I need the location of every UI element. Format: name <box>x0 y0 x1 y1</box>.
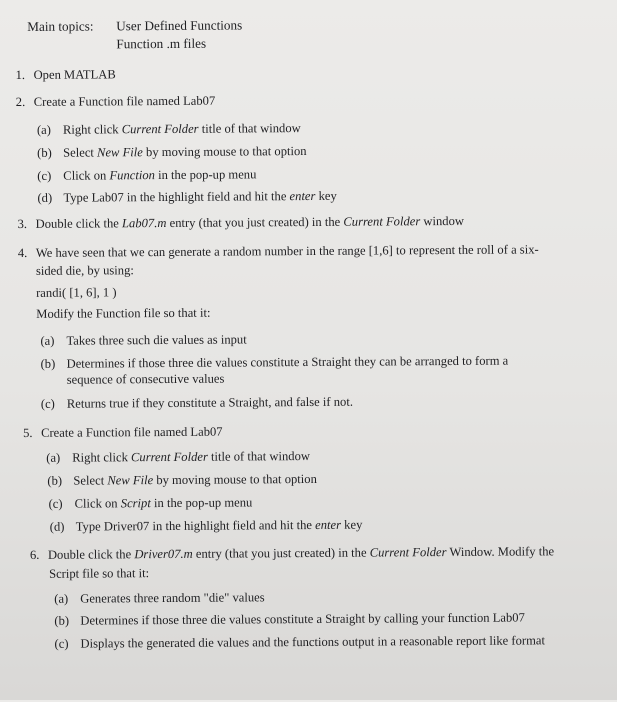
sub-text: Determines if those three die values constitute a Straight they can be arranged to form a <box>66 353 509 371</box>
sub-text: Type Lab07 in the highlight field and hit the <box>63 189 290 205</box>
item-text-emphasis: Driver07.m <box>134 546 193 562</box>
sub-text: Returns true if they constitute a Straight, and false if not. <box>66 394 353 411</box>
item-5c <box>49 495 253 511</box>
item-number: 6. <box>29 547 40 562</box>
sub-text-emphasis: Current Folder <box>130 449 208 465</box>
item-number: 3. <box>17 216 28 232</box>
item-text: window <box>420 213 464 229</box>
sub-text: title of that window <box>198 121 301 136</box>
sub-text: in the pop-up menu <box>150 495 253 511</box>
item-6-line2: Script file so that it: <box>48 566 150 581</box>
item-6a <box>54 590 265 606</box>
sub-label: (a) <box>40 333 55 348</box>
item-4-line2: sided die, by using: <box>35 263 134 278</box>
item-5b <box>47 472 317 489</box>
sub-label: (c) <box>40 396 55 411</box>
sub-label: (b) <box>40 356 56 371</box>
sub-text: Select <box>73 473 108 488</box>
sub-text-emphasis: enter <box>315 517 342 532</box>
item-5d <box>50 518 363 535</box>
sub-text: Click on <box>63 168 110 183</box>
item-2c <box>37 167 256 184</box>
sub-text-emphasis: Script <box>120 496 151 511</box>
sub-text: Takes three such die values as input <box>66 332 247 348</box>
sub-label: (c) <box>54 636 69 651</box>
item-text: Open MATLAB <box>33 67 116 82</box>
item-text: entry (that you just created) in the <box>192 545 370 561</box>
sub-text: key <box>315 188 337 203</box>
sub-label: (c) <box>37 168 52 183</box>
sub-text: key <box>340 517 363 532</box>
main-topics-label: Main topics: <box>27 18 94 34</box>
sub-label: (d) <box>37 190 53 205</box>
sub-label: (d) <box>49 519 65 534</box>
item-text: Create a Function file named Lab07 <box>33 93 216 109</box>
sub-text: Select <box>63 145 98 160</box>
sub-text-emphasis: New File <box>96 145 143 160</box>
sub-label: (b) <box>54 613 70 628</box>
sub-text: Displays the generated die values and the functions output in a reasonable report like format <box>80 633 545 651</box>
sub-text: in the pop-up menu <box>154 167 257 183</box>
sub-text-emphasis: New File <box>107 473 154 488</box>
item-5 <box>23 425 223 441</box>
sub-text: Right click <box>72 450 132 465</box>
item-3 <box>18 214 464 232</box>
item-6c <box>54 633 545 651</box>
item-text: Double click the <box>47 547 135 562</box>
item-4c <box>41 395 353 412</box>
sub-text: title of that window <box>207 448 311 464</box>
randi-code: randi( [1, 6], 1 ) <box>36 285 117 300</box>
item-4b-cont: sequence of consecutive values <box>66 371 225 387</box>
item-text: We have seen that we can generate a random number in the range [1,6] to represent the roll of a six- <box>35 242 539 260</box>
item-text: Window. Modify the <box>446 544 555 560</box>
item-4 <box>18 242 539 261</box>
item-number: 4. <box>17 245 28 261</box>
item-6b <box>54 610 525 628</box>
sub-text: Right click <box>62 122 122 137</box>
item-4a <box>40 332 246 348</box>
sub-text: Click on <box>74 496 121 511</box>
item-number: 1. <box>15 67 26 83</box>
item-number: 5. <box>23 425 33 440</box>
sub-text: Generates three random "die" values <box>80 590 265 606</box>
item-1 <box>16 67 116 83</box>
item-6 <box>30 544 554 563</box>
sub-label: (c) <box>48 496 63 511</box>
sub-label: (b) <box>37 145 52 160</box>
item-4-line4: Modify the Function file so that it: <box>36 305 211 321</box>
topic-function-m-files: Function .m files <box>116 35 207 52</box>
sub-label: (a) <box>36 122 51 137</box>
item-number: 2. <box>15 94 26 110</box>
sub-text: by moving mouse to that option <box>142 144 307 160</box>
item-text: Create a Function file named Lab07 <box>41 424 223 440</box>
sub-label: (a) <box>54 591 69 606</box>
sub-text-emphasis: Function <box>109 168 155 183</box>
sub-label: (a) <box>46 450 61 465</box>
item-2a <box>37 121 301 138</box>
item-5a <box>46 449 310 466</box>
item-2 <box>16 94 216 110</box>
sub-label: (b) <box>47 473 63 488</box>
item-text-emphasis: Current Folder <box>369 545 447 560</box>
sub-text: by moving mouse to that option <box>153 471 317 488</box>
sub-text: Type Driver07 in the highlight field and hit the <box>75 517 316 534</box>
item-text-emphasis: Lab07.m <box>121 215 167 231</box>
topic-user-defined-functions: User Defined Functions <box>116 17 243 34</box>
item-text: entry (that you just created) in the <box>166 214 344 230</box>
item-2b <box>37 144 307 161</box>
item-text: Double click the <box>35 216 123 231</box>
sub-text-emphasis: enter <box>289 188 316 204</box>
item-4b <box>41 354 509 372</box>
item-2d <box>37 189 336 206</box>
sub-text: Determines if those three die values constitute a Straight by calling your function Lab07 <box>80 610 525 628</box>
sub-text-emphasis: Current Folder <box>121 121 199 137</box>
item-text-emphasis: Current Folder <box>343 214 421 229</box>
